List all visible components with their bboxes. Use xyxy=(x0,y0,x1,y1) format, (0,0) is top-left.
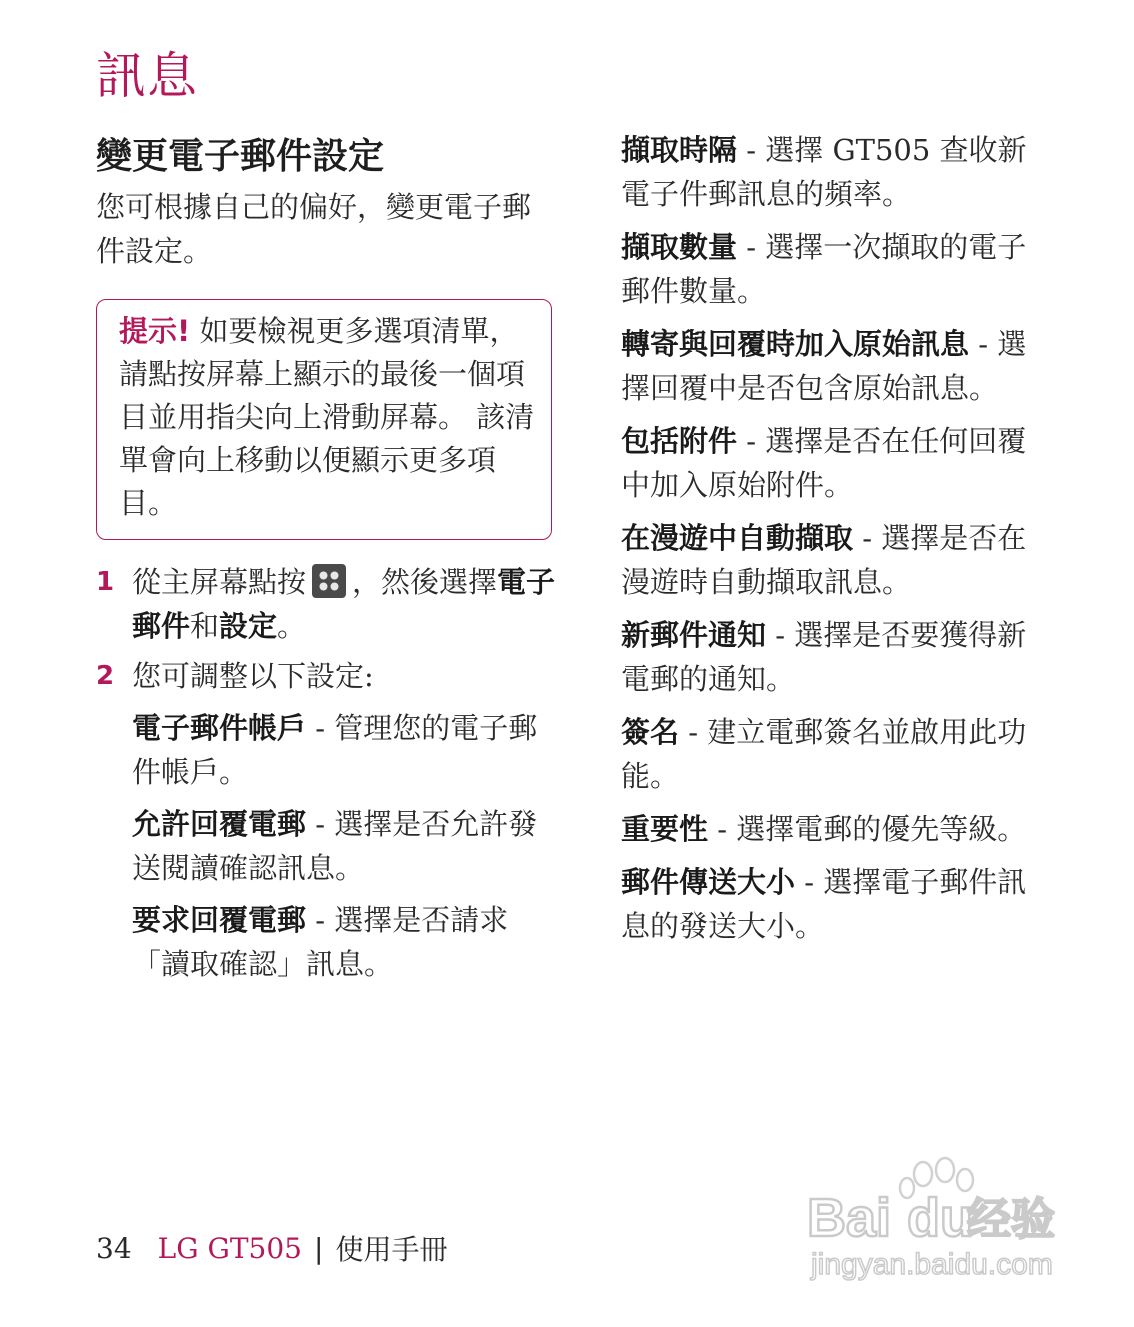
footer-separator: | xyxy=(314,1231,324,1265)
baidu-watermark xyxy=(805,1150,1075,1285)
setting-desc: - 選擇電子郵件訊息的發送大小。 xyxy=(621,865,1027,943)
setting-desc: - 選擇回覆中是否包含原始訊息。 xyxy=(621,327,1027,405)
tip-text: 如要檢視更多選項清單，請點按屏幕上顯示的最後一個項目並用指尖向上滑動屏幕。 該清單會向上移動以便顯示更多項目。 xyxy=(119,314,535,520)
tip-label: 提示! xyxy=(119,314,191,348)
setting-item xyxy=(621,860,1051,948)
step-number: 1 xyxy=(96,567,115,597)
setting-name: 要求回覆電郵 xyxy=(132,903,307,937)
right-column xyxy=(621,128,1051,957)
menu-name-settings: 設定 xyxy=(219,609,278,643)
setting-desc: - 選擇是否允許發送閱讀確認訊息。 xyxy=(132,807,538,885)
setting-name: 電子郵件帳戶 xyxy=(132,711,307,745)
step-text: ，然後選擇 xyxy=(352,565,498,599)
page-heading: 變更電子郵件設定 xyxy=(96,136,385,177)
step-text: 和 xyxy=(190,609,220,643)
step-number: 2 xyxy=(96,661,115,691)
watermark-url: jingyan.baidu.com xyxy=(811,1248,1053,1281)
setting-name: 簽名 xyxy=(621,715,680,749)
setting-desc: - 選擇一次擷取的電子郵件數量。 xyxy=(621,230,1027,308)
app-menu-icon xyxy=(312,564,346,598)
setting-desc: - 管理您的電子郵件帳戶。 xyxy=(132,711,538,789)
setting-item xyxy=(621,128,1051,216)
setting-name: 允許回覆電郵 xyxy=(132,807,307,841)
setting-desc: - 選擇是否在任何回覆中加入原始附件。 xyxy=(621,424,1027,502)
step-text: 。 xyxy=(277,609,307,643)
setting-item xyxy=(96,706,556,794)
setting-desc: - 選擇是否在漫遊時自動擷取訊息。 xyxy=(621,521,1027,599)
tip-box xyxy=(96,299,552,540)
setting-desc: - 選擇是否請求「讀取確認」訊息。 xyxy=(132,903,509,981)
step-text: 您可調整以下設定: xyxy=(132,659,374,693)
setting-desc: - 選擇電郵的優先等級。 xyxy=(708,812,1027,846)
setting-name: 擷取時隔 xyxy=(621,133,738,167)
step-2 xyxy=(96,654,556,698)
setting-item xyxy=(621,322,1051,410)
setting-item xyxy=(96,802,556,890)
setting-item xyxy=(621,419,1051,507)
step-text: 從主屏幕點按 xyxy=(132,565,307,599)
setting-name: 重要性 xyxy=(621,812,709,846)
setting-desc: - 建立電郵簽名並啟用此功能。 xyxy=(621,715,1027,793)
watermark-brand-du: du xyxy=(907,1188,973,1248)
left-column xyxy=(96,128,556,986)
setting-desc: - 選擇是否要獲得新電郵的通知。 xyxy=(621,618,1027,696)
setting-item xyxy=(621,807,1051,851)
setting-name: 轉寄與回覆時加入原始訊息 xyxy=(621,327,970,361)
watermark-cn: 经验 xyxy=(967,1194,1055,1245)
steps-list xyxy=(96,560,556,986)
page-footer xyxy=(96,1228,447,1268)
setting-name: 新郵件通知 xyxy=(621,618,767,652)
setting-name: 包括附件 xyxy=(621,424,738,458)
intro-text: 您可根據自己的偏好，變更電子郵件設定。 xyxy=(96,190,532,268)
menu-name-email: 電子郵件 xyxy=(132,565,556,643)
step-1 xyxy=(96,560,556,648)
model-name: LG GT505 xyxy=(157,1231,302,1265)
setting-name: 擷取數量 xyxy=(621,230,738,264)
watermark-brand: Bai xyxy=(807,1188,892,1248)
setting-name: 在漫遊中自動擷取 xyxy=(621,521,854,555)
section-title: 訊息 xyxy=(96,47,198,105)
setting-item xyxy=(96,898,556,986)
left-settings-list xyxy=(96,706,556,986)
baidu-paw-icon xyxy=(805,1150,1075,1285)
setting-item xyxy=(621,225,1051,313)
setting-item xyxy=(621,710,1051,798)
setting-name: 郵件傳送大小 xyxy=(621,865,796,899)
setting-item xyxy=(621,516,1051,604)
page-number: 34 xyxy=(96,1231,132,1265)
manual-title: 使用手冊 xyxy=(335,1233,448,1266)
setting-desc: - 選擇 GT505 查收新電子件郵訊息的頻率。 xyxy=(621,133,1027,211)
setting-item xyxy=(621,613,1051,701)
